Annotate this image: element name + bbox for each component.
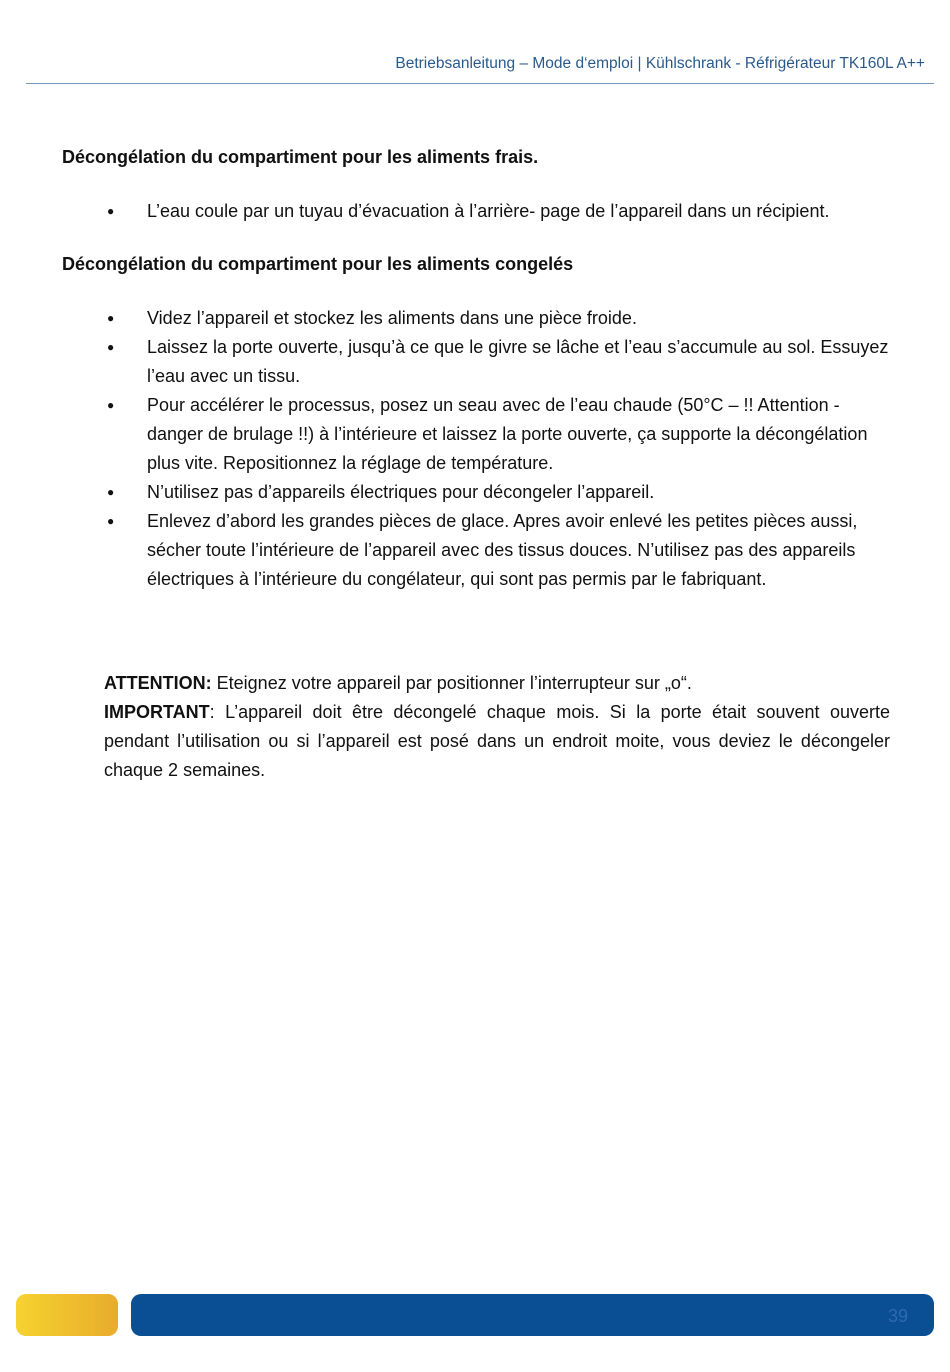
section-heading-frozen: Décongélation du compartiment pour les aliments congelés [62, 254, 574, 274]
attention-label: ATTENTION: [104, 673, 212, 693]
list-item-text: Pour accélérer le processus, posez un seau avec de l’eau chaude (50°C – !! Attention - danger de brulage !!) à l’intérieure et laissez la porte ouverte, ça supporte la décongélation plus vite. Repositionnez la réglage de température. [147, 395, 868, 473]
bullet-list-frozen [0, 304, 950, 594]
list-item [0, 391, 950, 478]
important-text: : L’appareil doit être décongelé chaque mois. Si la porte était souvent ouverte pendant l’utilisation ou si l’appareil est posé dans un endroit moite, vous deviez le décongeler chaque 2 semaines. [104, 702, 890, 780]
list-item-text: L’eau coule par un tuyau d’évacuation à l’arrière- page de l’appareil dans un récipient. [147, 201, 830, 221]
bullet-icon: ● [107, 514, 115, 528]
important-label: IMPORTANT [104, 702, 210, 722]
list-item-text: Enlevez d’abord les grandes pièces de glace. Apres avoir enlevé les petites pièces aussi, sécher toute l’intérieure de l’appareil avec des tissus douces. N’utilisez pas des appareils électriques à l’intérieure du congélateur, qui sont pas permis par le fabriquant. [147, 511, 858, 589]
footer-blue-bar [131, 1294, 934, 1336]
list-item [0, 478, 950, 507]
attention-note [104, 669, 890, 698]
attention-text: Eteignez votre appareil par positionner l’interrupteur sur „o“. [211, 673, 692, 693]
list-item [0, 507, 950, 594]
list-item-text: Videz l’appareil et stockez les aliments dans une pièce froide. [147, 308, 637, 328]
bullet-icon: ● [107, 204, 115, 218]
bullet-icon: ● [107, 340, 115, 354]
notes-block [104, 669, 890, 785]
bullet-list-fresh [0, 197, 950, 226]
footer-yellow-bar [16, 1294, 118, 1336]
bullet-icon: ● [107, 398, 115, 412]
bullet-icon: ● [107, 485, 115, 499]
list-item-text: N’utilisez pas d’appareils électriques pour décongeler l’appareil. [147, 482, 655, 502]
list-item [0, 333, 950, 391]
document-header-title: Betriebsanleitung – Mode d‘emploi | Kühlschrank - Réfrigérateur TK160L A++ [395, 55, 925, 72]
header-divider [26, 83, 934, 84]
page-number: 39 [887, 1306, 908, 1326]
section-heading-fresh: Décongélation du compartiment pour les aliments frais. [62, 147, 539, 167]
important-note [104, 698, 890, 785]
list-item [0, 304, 950, 333]
bullet-icon: ● [107, 311, 115, 325]
list-item [0, 197, 950, 226]
list-item-text: Laissez la porte ouverte, jusqu’à ce que le givre se lâche et l’eau s’accumule au sol. Essuyez l’eau avec un tissu. [147, 337, 889, 386]
